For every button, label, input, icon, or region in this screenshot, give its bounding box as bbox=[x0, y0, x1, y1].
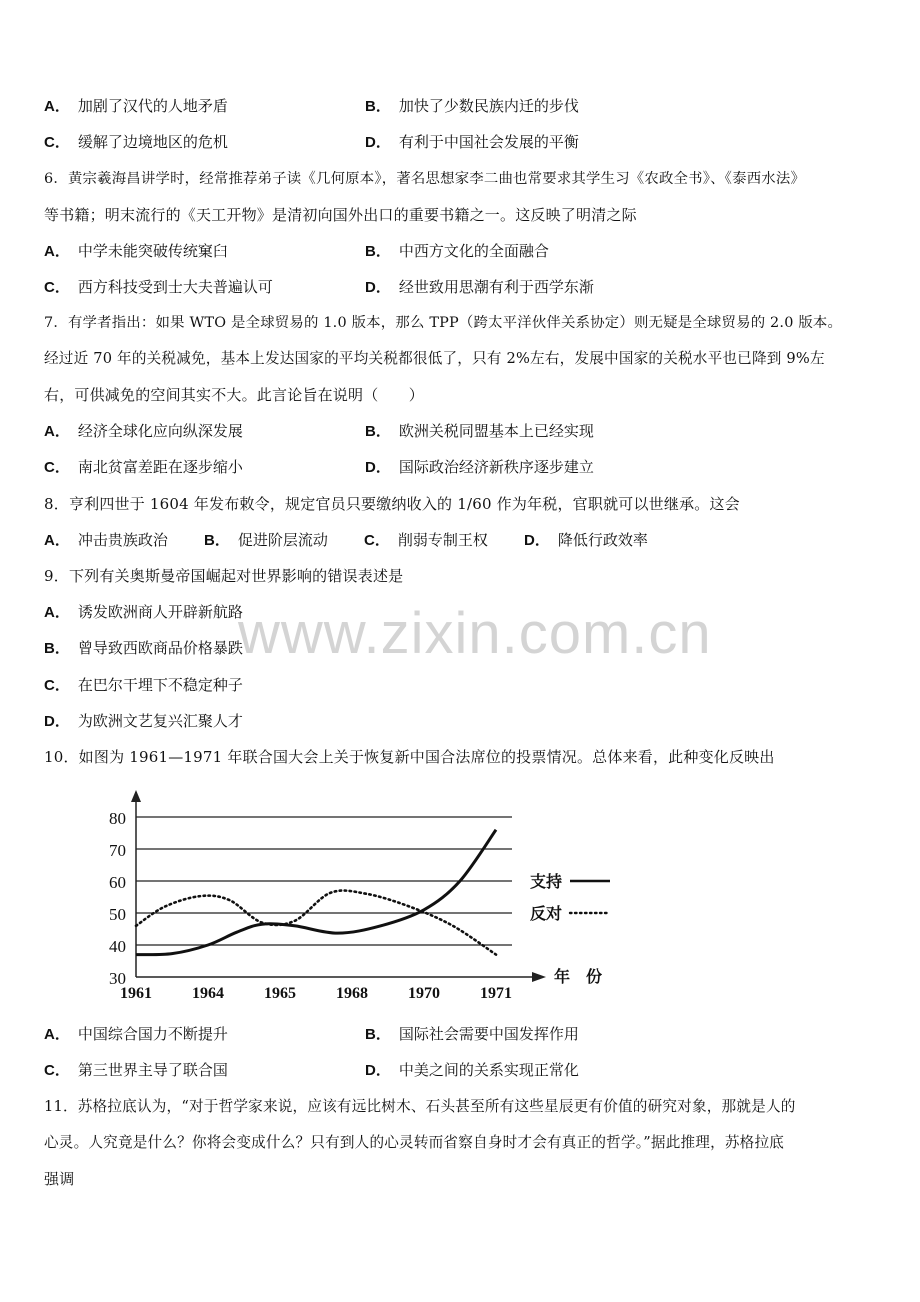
option-text: 诱发欧洲商人开辟新航路 bbox=[77, 603, 243, 621]
q7-option-d bbox=[365, 457, 594, 478]
q5-option-c bbox=[44, 132, 228, 153]
q6-option-c bbox=[44, 277, 273, 298]
option-text: 中国综合国力不断提升 bbox=[77, 1025, 228, 1043]
y-tick-label: 30 bbox=[109, 969, 126, 988]
option-letter: C． bbox=[44, 134, 70, 151]
q6-option-a bbox=[44, 241, 228, 262]
x-tick-label: 1970 bbox=[408, 985, 440, 1002]
x-tick-label: 1961 bbox=[120, 985, 152, 1002]
option-letter: D． bbox=[365, 1062, 391, 1079]
option-letter: C． bbox=[44, 459, 70, 476]
q6-stem-line2: 等书籍；明末流行的《天工开物》是清初向国外出口的重要书籍之一。这反映了明清之际 bbox=[44, 206, 637, 224]
q7-option-a bbox=[44, 421, 243, 442]
option-text: 加快了少数民族内迁的步伐 bbox=[398, 97, 579, 115]
option-text: 第三世界主导了联合国 bbox=[77, 1061, 228, 1079]
option-text: 欧洲关税同盟基本上已经实现 bbox=[398, 422, 594, 440]
q6-option-d bbox=[365, 277, 594, 298]
option-letter: B． bbox=[204, 532, 230, 549]
option-text: 国际社会需要中国发挥作用 bbox=[398, 1025, 579, 1043]
option-text: 西方科技受到士大夫普遍认可 bbox=[77, 278, 273, 296]
chart-grid bbox=[131, 790, 546, 982]
y-tick-label: 70 bbox=[109, 841, 126, 860]
y-axis-labels bbox=[109, 809, 126, 988]
option-letter: D． bbox=[524, 532, 550, 549]
option-text: 削弱专制王权 bbox=[397, 531, 488, 549]
option-text: 国际政治经济新秩序逐步建立 bbox=[398, 458, 594, 476]
option-letter: B． bbox=[365, 423, 391, 440]
legend-label: 支持 bbox=[530, 874, 563, 891]
x-axis-labels bbox=[120, 967, 602, 1002]
option-text: 经济全球化应向纵深发展 bbox=[77, 422, 243, 440]
q8-option-b bbox=[204, 530, 328, 551]
option-letter: C． bbox=[44, 279, 70, 296]
option-text: 在巴尔干埋下不稳定种子 bbox=[77, 676, 243, 694]
legend-label: 反对 bbox=[530, 906, 563, 923]
q9-stem-line1: 9．下列有关奥斯曼帝国崛起对世界影响的错误表述是 bbox=[44, 567, 404, 585]
option-letter: B． bbox=[365, 243, 391, 260]
q9-option-d bbox=[44, 711, 243, 732]
option-text: 促进阶层流动 bbox=[237, 531, 328, 549]
option-text: 降低行政效率 bbox=[557, 531, 648, 549]
q10-option-d bbox=[365, 1060, 579, 1081]
option-letter: B． bbox=[365, 98, 391, 115]
option-letter: D． bbox=[365, 279, 391, 296]
y-tick-label: 60 bbox=[109, 873, 126, 892]
q9-option-a bbox=[44, 602, 243, 623]
x-tick-label: 1965 bbox=[264, 985, 296, 1002]
q8-stem-line1: 8．亨利四世于 1604 年发布敕令，规定官员只要缴纳收入的 1/60 作为年税，官职就可以世继承。这会 bbox=[44, 495, 740, 513]
option-text: 中学未能突破传统窠臼 bbox=[77, 242, 228, 260]
option-text: 经世致用思潮有利于西学东渐 bbox=[398, 278, 594, 296]
q5-option-b bbox=[365, 96, 579, 117]
x-tick-label: 1968 bbox=[336, 985, 368, 1002]
q10-option-c bbox=[44, 1060, 228, 1081]
option-text: 冲击贵族政治 bbox=[77, 531, 168, 549]
q7-option-b bbox=[365, 421, 594, 442]
option-text: 有利于中国社会发展的平衡 bbox=[398, 133, 579, 151]
option-letter: C． bbox=[44, 677, 70, 694]
option-letter: C． bbox=[44, 1062, 70, 1079]
q8-option-a bbox=[44, 530, 168, 551]
option-letter: A． bbox=[44, 243, 70, 260]
option-letter: A． bbox=[44, 604, 70, 621]
q11-stem-line3: 强调 bbox=[44, 1170, 75, 1188]
y-tick-label: 80 bbox=[109, 809, 126, 828]
option-text: 为欧洲文艺复兴汇聚人才 bbox=[77, 712, 243, 730]
q10-option-a bbox=[44, 1024, 228, 1045]
q11-stem-line2: 心灵。人究竟是什么？你将会变成什么？只有到人的心灵转而省察自身时才会有真正的哲学。”据此推理，苏格拉底 bbox=[44, 1134, 785, 1151]
option-text: 曾导致西欧商品价格暴跌 bbox=[77, 639, 243, 657]
watermark: www.zixin.com.cn bbox=[238, 601, 712, 666]
x-tick-label: 1971 bbox=[480, 985, 512, 1002]
q7-stem-line1: 7．有学者指出：如果 WTO 是全球贸易的 1.0 版本，那么 TPP（跨太平洋伙伴关系协定）则无疑是全球贸易的 2.0 版本。 bbox=[44, 315, 843, 331]
option-letter: B． bbox=[365, 1026, 391, 1043]
option-letter: A． bbox=[44, 1026, 70, 1043]
q6-option-b bbox=[365, 241, 549, 262]
option-text: 南北贫富差距在逐步缩小 bbox=[77, 458, 243, 476]
q6-stem-line1: 6．黄宗羲海昌讲学时，经常推荐弟子读《几何原本》，著名思想家李二曲也常要求其学生习《农政全书》、《泰西水法》 bbox=[44, 171, 806, 187]
y-tick-label: 40 bbox=[109, 937, 126, 956]
q7-option-c bbox=[44, 457, 243, 478]
q8-option-c bbox=[364, 530, 488, 551]
x-axis-title: 年 份 bbox=[554, 969, 603, 986]
x-tick-label: 1964 bbox=[192, 985, 224, 1002]
q5-option-a bbox=[44, 96, 228, 117]
option-text: 缓解了边境地区的危机 bbox=[77, 133, 228, 151]
q7-stem-line3: 右，可供减免的空间其实不大。此言论旨在说明（ ） bbox=[44, 386, 425, 404]
q10-stem-line1: 10．如图为 1961—1971 年联合国大会上关于恢复新中国合法席位的投票情况。总体来看，此种变化反映出 bbox=[44, 748, 775, 766]
option-text: 加剧了汉代的人地矛盾 bbox=[77, 97, 228, 115]
option-letter: D． bbox=[44, 713, 70, 730]
y-axis-arrow bbox=[131, 790, 141, 802]
q8-option-d bbox=[524, 530, 648, 551]
q10-option-b bbox=[365, 1024, 579, 1045]
chart-legend bbox=[530, 873, 610, 923]
option-letter: B． bbox=[44, 640, 70, 657]
q9-option-c bbox=[44, 675, 243, 696]
y-tick-label: 50 bbox=[109, 905, 126, 924]
option-letter: D． bbox=[365, 134, 391, 151]
q5-option-d bbox=[365, 132, 579, 153]
vote-chart bbox=[100, 782, 620, 1007]
option-letter: A． bbox=[44, 532, 70, 549]
x-axis-arrow bbox=[532, 972, 546, 982]
option-letter: C． bbox=[364, 532, 390, 549]
option-text: 中西方文化的全面融合 bbox=[398, 242, 549, 260]
option-letter: A． bbox=[44, 98, 70, 115]
q11-stem-line1: 11．苏格拉底认为，“对于哲学家来说，应该有远比树木、石头甚至所有这些星辰更有价值的研究对象，那就是人的 bbox=[44, 1098, 796, 1115]
option-text: 中美之间的关系实现正常化 bbox=[398, 1061, 579, 1079]
option-letter: A． bbox=[44, 423, 70, 440]
option-letter: D． bbox=[365, 459, 391, 476]
q7-stem-line2: 经过近 70 年的关税减免，基本上发达国家的平均关税都很低了，只有 2%左右，发展中国家的关税水平也已降到 9%左 bbox=[44, 350, 825, 367]
q9-option-b bbox=[44, 638, 243, 659]
